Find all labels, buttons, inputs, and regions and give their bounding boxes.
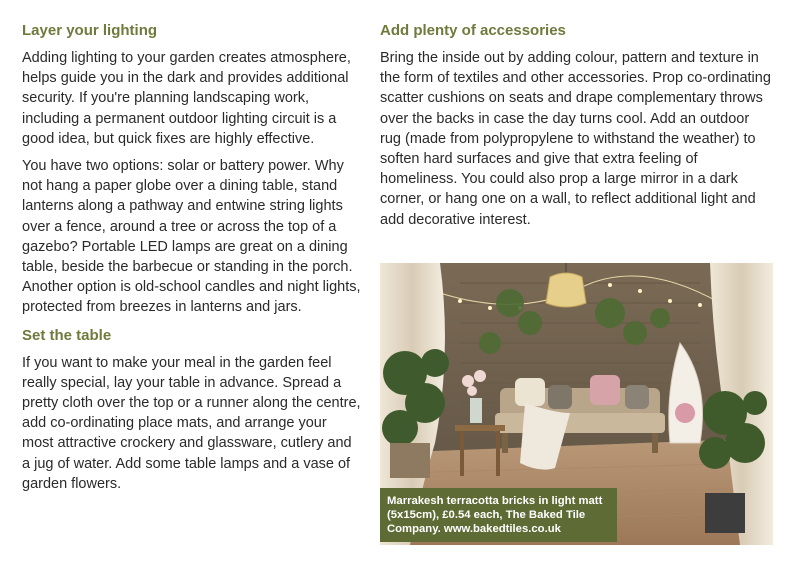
right-column — [380, 20, 773, 237]
paragraph-lighting-1: Adding lighting to your garden creates atmosphere, helps guide you in the dark and provides additional security. If you're planning landscaping work, including a permanent outdoor lighting circuit is a good idea, but quick fixes are highly effective. — [22, 50, 351, 147]
photo-caption: Marrakesh terracotta bricks in light matt (5x15cm), £0.54 each, The Baked Tile Company. www.bakedtiles.co.uk — [380, 488, 617, 542]
paragraph-accessories-1: Bring the inside out by adding colour, pattern and texture in the form of textiles and other accessories. Prop co-ordinating scatter cushions on seats and drape complementary throws over the backs in case the day turns cool. Add an outdoor rug (made from polypropylene to withstand the weather) to soften hard surfaces and give that extra feeling of homeliness. You could also prop a large mirror in a dark corner, or hang one on a wall, to reflect additional light and add decorative interest. — [380, 50, 771, 228]
section-heading-accessories: Add plenty of accessories — [380, 22, 566, 39]
paragraph-lighting-2: You have two options: solar or battery power. Why not hang a paper globe over a dining table, stand lanterns along a pathway and entwine string lights over a fence, around a tree or across the top of a gazebo? Portable LED lamps are great on a dining table, beside the barbecue or standing in the porch. Another option is old-school candles and night lights, protected from breezes in lanterns and jars. — [22, 158, 361, 316]
left-column — [22, 20, 362, 501]
section-heading-table: Set the table — [22, 326, 112, 344]
paragraph-table-1: If you want to make your meal in the garden feel really special, lay your table in advance. Spread a pretty cloth over the top or a runner along the centre, add co-ordinating place mats, and arrange your most attractive crockery and glassware, cutlery and a jug of water. Add some table lamps and a vase of garden flowers. — [22, 354, 361, 492]
section-heading-lighting: Layer your lighting — [22, 22, 158, 39]
garden-photo — [380, 263, 773, 545]
